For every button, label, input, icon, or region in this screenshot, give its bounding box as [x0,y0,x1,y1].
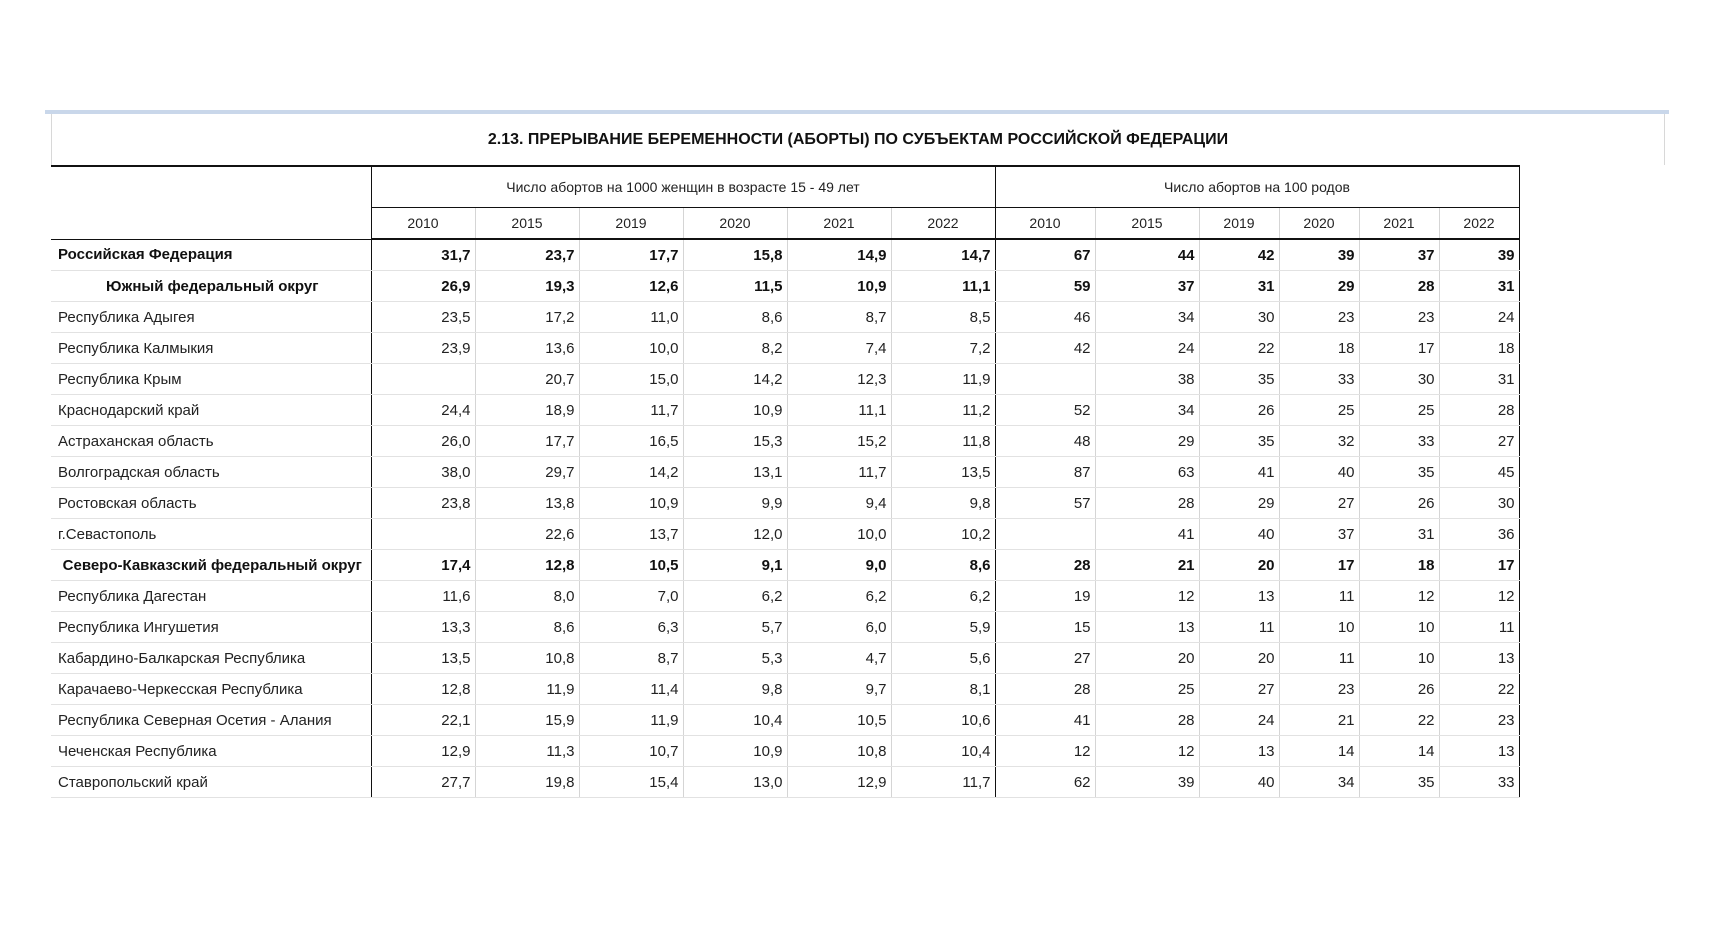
stub-header [51,166,371,239]
cell-per-women: 17,2 [475,302,579,333]
cell-per-women: 10,9 [683,395,787,426]
cell-per-births: 67 [995,239,1095,271]
cell-per-women: 11,7 [891,767,995,798]
cell-per-women: 5,9 [891,612,995,643]
cell-per-births: 42 [995,333,1095,364]
region-name: Чеченская Республика [51,736,371,767]
year-header: 2020 [683,208,787,240]
group-per-women-header: Число абортов на 1000 женщин в возрасте 15 - 49 лет [371,166,995,208]
cell-per-births: 12 [1439,581,1519,612]
cell-per-women: 5,7 [683,612,787,643]
cell-per-births: 59 [995,271,1095,302]
cell-per-women: 31,7 [371,239,475,271]
table-row [51,519,1519,550]
cell-per-births: 39 [1279,239,1359,271]
cell-per-births: 52 [995,395,1095,426]
cell-per-women: 8,7 [787,302,891,333]
cell-per-women: 13,1 [683,457,787,488]
table-row [51,302,1519,333]
cell-per-births: 30 [1359,364,1439,395]
year-header: 2019 [1199,208,1279,240]
cell-per-women: 17,4 [371,550,475,581]
cell-per-births: 37 [1279,519,1359,550]
cell-per-women: 22,1 [371,705,475,736]
cell-per-births [995,519,1095,550]
cell-per-women: 13,5 [371,643,475,674]
cell-per-women: 14,2 [579,457,683,488]
cell-per-births: 28 [1359,271,1439,302]
table-row [51,705,1519,736]
cell-per-women: 5,3 [683,643,787,674]
region-name: Северо-Кавказский федеральный округ [51,550,371,581]
cell-per-women: 11,9 [891,364,995,395]
cell-per-births: 12 [1359,581,1439,612]
cell-per-births: 21 [1279,705,1359,736]
cell-per-births: 23 [1439,705,1519,736]
cell-per-women: 10,4 [683,705,787,736]
cell-per-births: 24 [1095,333,1199,364]
cell-per-women: 12,6 [579,271,683,302]
table-row [51,488,1519,519]
cell-per-women: 8,5 [891,302,995,333]
cell-per-women: 4,7 [787,643,891,674]
cell-per-women: 10,9 [787,271,891,302]
cell-per-births: 22 [1199,333,1279,364]
cell-per-births: 48 [995,426,1095,457]
cell-per-births: 44 [1095,239,1199,271]
cell-per-women: 10,4 [891,736,995,767]
table-title: 2.13. ПРЕРЫВАНИЕ БЕРЕМЕННОСТИ (АБОРТЫ) ПО СУБЪЕКТАМ РОССИЙСКОЙ ФЕДЕРАЦИИ [51,114,1665,165]
cell-per-births: 29 [1199,488,1279,519]
cell-per-women: 11,8 [891,426,995,457]
cell-per-births: 35 [1359,767,1439,798]
cell-per-births: 37 [1359,239,1439,271]
cell-per-births: 57 [995,488,1095,519]
cell-per-births: 24 [1439,302,1519,333]
cell-per-births: 40 [1199,519,1279,550]
year-header: 2021 [1359,208,1439,240]
region-name: Республика Северная Осетия - Алания [51,705,371,736]
cell-per-women: 26,9 [371,271,475,302]
table-row [51,643,1519,674]
cell-per-women: 15,3 [683,426,787,457]
cell-per-births: 26 [1359,674,1439,705]
table-row [51,426,1519,457]
cell-per-women: 10,6 [891,705,995,736]
cell-per-women: 12,9 [371,736,475,767]
cell-per-women: 38,0 [371,457,475,488]
cell-per-women: 9,0 [787,550,891,581]
cell-per-births: 12 [995,736,1095,767]
cell-per-births: 15 [995,612,1095,643]
cell-per-women: 13,6 [475,333,579,364]
cell-per-births: 27 [995,643,1095,674]
cell-per-births: 38 [1095,364,1199,395]
cell-per-women: 7,4 [787,333,891,364]
cell-per-women: 12,9 [787,767,891,798]
table-row [51,581,1519,612]
table-row [51,395,1519,426]
cell-per-women: 11,1 [891,271,995,302]
table-row [51,364,1519,395]
table-row [51,271,1519,302]
cell-per-births: 62 [995,767,1095,798]
cell-per-women: 11,6 [371,581,475,612]
cell-per-women: 6,3 [579,612,683,643]
cell-per-women: 15,4 [579,767,683,798]
cell-per-births: 11 [1279,643,1359,674]
cell-per-births: 42 [1199,239,1279,271]
cell-per-women: 22,6 [475,519,579,550]
cell-per-births: 17 [1279,550,1359,581]
cell-per-women: 10,7 [579,736,683,767]
cell-per-women: 8,0 [475,581,579,612]
cell-per-women: 11,2 [891,395,995,426]
region-name: г.Севастополь [51,519,371,550]
cell-per-births: 13 [1199,736,1279,767]
cell-per-births: 31 [1199,271,1279,302]
cell-per-women: 12,8 [371,674,475,705]
cell-per-births: 18 [1439,333,1519,364]
cell-per-women: 13,0 [683,767,787,798]
cell-per-women: 13,7 [579,519,683,550]
cell-per-births: 24 [1199,705,1279,736]
cell-per-women: 23,9 [371,333,475,364]
table-row [51,612,1519,643]
table-row [51,767,1519,798]
cell-per-births: 33 [1439,767,1519,798]
table-row [51,736,1519,767]
region-name: Российская Федерация [51,239,371,271]
cell-per-births [995,364,1095,395]
cell-per-births: 23 [1279,302,1359,333]
year-header: 2022 [1439,208,1519,240]
abortion-table [51,165,1520,798]
cell-per-women: 20,7 [475,364,579,395]
cell-per-women: 9,4 [787,488,891,519]
region-name: Волгоградская область [51,457,371,488]
cell-per-births: 32 [1279,426,1359,457]
cell-per-births: 28 [1095,488,1199,519]
cell-per-women: 11,5 [683,271,787,302]
cell-per-births: 41 [1095,519,1199,550]
cell-per-births: 12 [1095,581,1199,612]
cell-per-women: 19,8 [475,767,579,798]
cell-per-women: 11,7 [787,457,891,488]
cell-per-women: 16,5 [579,426,683,457]
cell-per-women: 6,2 [891,581,995,612]
cell-per-births: 27 [1199,674,1279,705]
cell-per-births: 40 [1199,767,1279,798]
cell-per-births: 13 [1199,581,1279,612]
cell-per-births: 11 [1199,612,1279,643]
cell-per-births: 20 [1199,643,1279,674]
cell-per-women: 7,2 [891,333,995,364]
cell-per-women: 9,7 [787,674,891,705]
cell-per-births: 34 [1279,767,1359,798]
cell-per-births: 10 [1359,612,1439,643]
cell-per-births: 14 [1359,736,1439,767]
cell-per-births: 63 [1095,457,1199,488]
cell-per-women: 11,9 [579,705,683,736]
cell-per-women: 8,6 [683,302,787,333]
cell-per-births: 25 [1279,395,1359,426]
region-name: Краснодарский край [51,395,371,426]
cell-per-women: 8,2 [683,333,787,364]
cell-per-women: 19,3 [475,271,579,302]
cell-per-births: 31 [1439,364,1519,395]
cell-per-births: 27 [1439,426,1519,457]
region-name: Республика Калмыкия [51,333,371,364]
cell-per-women: 6,2 [683,581,787,612]
cell-per-births: 33 [1359,426,1439,457]
cell-per-births: 30 [1439,488,1519,519]
cell-per-women: 8,6 [475,612,579,643]
cell-per-births: 46 [995,302,1095,333]
region-name: Республика Адыгея [51,302,371,333]
cell-per-women: 14,2 [683,364,787,395]
cell-per-births: 36 [1439,519,1519,550]
cell-per-women: 15,0 [579,364,683,395]
cell-per-births: 34 [1095,302,1199,333]
cell-per-women: 15,2 [787,426,891,457]
year-header: 2022 [891,208,995,240]
year-header: 2015 [1095,208,1199,240]
cell-per-women: 15,9 [475,705,579,736]
cell-per-births: 23 [1279,674,1359,705]
cell-per-births: 10 [1359,643,1439,674]
cell-per-women: 10,0 [787,519,891,550]
cell-per-women: 23,7 [475,239,579,271]
cell-per-births: 18 [1359,550,1439,581]
cell-per-women: 11,1 [787,395,891,426]
cell-per-women: 13,3 [371,612,475,643]
table-body [51,239,1519,798]
cell-per-births: 25 [1359,395,1439,426]
cell-per-women: 11,7 [579,395,683,426]
region-name: Карачаево-Черкесская Республика [51,674,371,705]
cell-per-women: 15,8 [683,239,787,271]
region-name: Астраханская область [51,426,371,457]
cell-per-births: 28 [1095,705,1199,736]
table-row [51,550,1519,581]
group-header-row [51,166,1519,208]
cell-per-births: 35 [1359,457,1439,488]
cell-per-births: 13 [1439,643,1519,674]
cell-per-women: 6,2 [787,581,891,612]
cell-per-women: 9,8 [891,488,995,519]
cell-per-women: 23,8 [371,488,475,519]
region-name: Ростовская область [51,488,371,519]
cell-per-births: 22 [1359,705,1439,736]
cell-per-women: 11,3 [475,736,579,767]
cell-per-births: 18 [1279,333,1359,364]
cell-per-births: 28 [995,674,1095,705]
cell-per-women: 9,1 [683,550,787,581]
table-row [51,333,1519,364]
cell-per-women: 9,8 [683,674,787,705]
cell-per-births: 10 [1279,612,1359,643]
cell-per-births: 87 [995,457,1095,488]
cell-per-births: 29 [1279,271,1359,302]
cell-per-births: 37 [1095,271,1199,302]
cell-per-women: 10,8 [475,643,579,674]
cell-per-births: 39 [1095,767,1199,798]
cell-per-births: 41 [995,705,1095,736]
cell-per-births: 13 [1439,736,1519,767]
cell-per-births: 26 [1199,395,1279,426]
cell-per-women: 10,5 [579,550,683,581]
cell-per-women: 10,8 [787,736,891,767]
cell-per-births: 21 [1095,550,1199,581]
cell-per-women: 6,0 [787,612,891,643]
cell-per-women: 11,9 [475,674,579,705]
cell-per-births: 17 [1439,550,1519,581]
cell-per-births: 35 [1199,364,1279,395]
cell-per-births: 23 [1359,302,1439,333]
table-row [51,239,1519,271]
cell-per-women: 10,5 [787,705,891,736]
cell-per-births: 28 [995,550,1095,581]
cell-per-births: 17 [1359,333,1439,364]
cell-per-births: 29 [1095,426,1199,457]
group-per-births-header: Число абортов на 100 родов [995,166,1519,208]
cell-per-women: 13,8 [475,488,579,519]
cell-per-births: 12 [1095,736,1199,767]
cell-per-births: 45 [1439,457,1519,488]
cell-per-women: 9,9 [683,488,787,519]
year-header: 2010 [995,208,1095,240]
cell-per-women: 10,2 [891,519,995,550]
cell-per-births: 30 [1199,302,1279,333]
cell-per-births: 20 [1199,550,1279,581]
region-name: Ставропольский край [51,767,371,798]
cell-per-women: 14,9 [787,239,891,271]
year-header: 2019 [579,208,683,240]
region-name: Республика Дагестан [51,581,371,612]
cell-per-births: 25 [1095,674,1199,705]
cell-per-women: 11,0 [579,302,683,333]
cell-per-women: 12,3 [787,364,891,395]
year-header: 2020 [1279,208,1359,240]
cell-per-women: 13,5 [891,457,995,488]
cell-per-women: 17,7 [579,239,683,271]
region-name: Республика Ингушетия [51,612,371,643]
cell-per-women: 10,9 [579,488,683,519]
cell-per-women: 7,0 [579,581,683,612]
year-header: 2010 [371,208,475,240]
cell-per-women: 10,0 [579,333,683,364]
cell-per-women: 17,7 [475,426,579,457]
cell-per-births: 19 [995,581,1095,612]
cell-per-women: 18,9 [475,395,579,426]
table-row [51,674,1519,705]
cell-per-women: 10,9 [683,736,787,767]
cell-per-women: 29,7 [475,457,579,488]
cell-per-women: 23,5 [371,302,475,333]
cell-per-women: 11,4 [579,674,683,705]
cell-per-women: 14,7 [891,239,995,271]
cell-per-births: 35 [1199,426,1279,457]
cell-per-women: 5,6 [891,643,995,674]
cell-per-births: 34 [1095,395,1199,426]
region-name: Южный федеральный округ [51,271,371,302]
cell-per-births: 11 [1439,612,1519,643]
cell-per-births: 41 [1199,457,1279,488]
cell-per-women: 24,4 [371,395,475,426]
cell-per-women: 26,0 [371,426,475,457]
cell-per-births: 11 [1279,581,1359,612]
cell-per-births: 20 [1095,643,1199,674]
table-row [51,457,1519,488]
cell-per-women: 8,7 [579,643,683,674]
cell-per-women [371,519,475,550]
cell-per-births: 40 [1279,457,1359,488]
region-name: Республика Крым [51,364,371,395]
cell-per-women: 8,6 [891,550,995,581]
year-header: 2015 [475,208,579,240]
cell-per-births: 26 [1359,488,1439,519]
cell-per-births: 13 [1095,612,1199,643]
cell-per-births: 22 [1439,674,1519,705]
cell-per-births: 27 [1279,488,1359,519]
cell-per-births: 39 [1439,239,1519,271]
cell-per-births: 14 [1279,736,1359,767]
cell-per-births: 28 [1439,395,1519,426]
cell-per-births: 33 [1279,364,1359,395]
cell-per-women: 12,0 [683,519,787,550]
cell-per-births: 31 [1359,519,1439,550]
cell-per-births: 31 [1439,271,1519,302]
region-name: Кабардино-Балкарская Республика [51,643,371,674]
year-header: 2021 [787,208,891,240]
cell-per-women: 27,7 [371,767,475,798]
cell-per-women: 8,1 [891,674,995,705]
cell-per-women: 12,8 [475,550,579,581]
cell-per-women [371,364,475,395]
